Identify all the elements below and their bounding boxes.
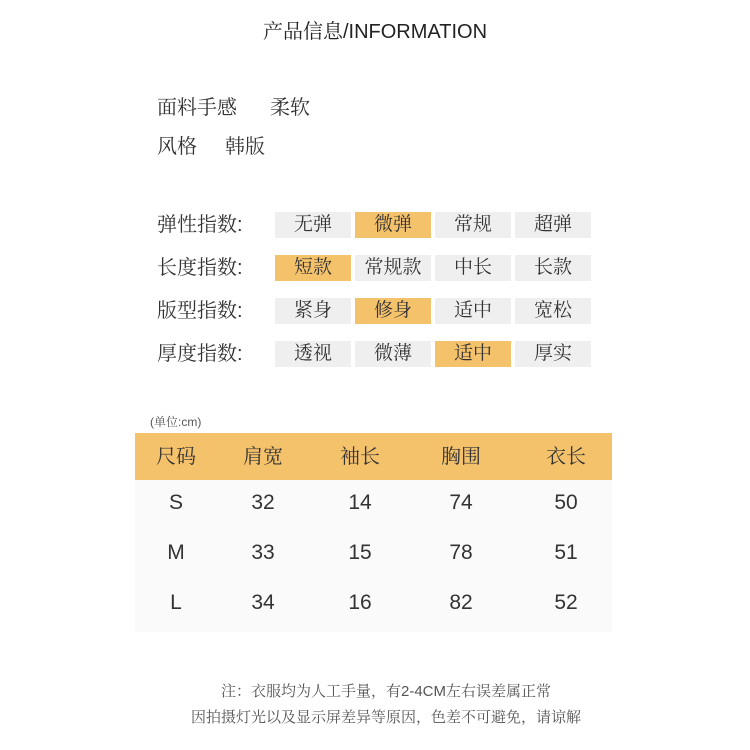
index-label-length: 长度指数:	[157, 257, 243, 279]
table-row	[135, 540, 612, 566]
note-line-measurement: 注：衣服均为人工手量，有2-4CM左右误差属正常	[220, 683, 551, 700]
option-chip: 超弹	[515, 212, 591, 238]
attr-label-style: 风格	[157, 136, 197, 158]
table-cell: 15	[348, 541, 372, 564]
option-chip: 紧身	[275, 298, 351, 324]
option-chip: 宽松	[515, 298, 591, 324]
index-label-fit: 版型指数:	[157, 300, 243, 322]
table-cell: 16	[348, 591, 372, 614]
option-chip: 微弹	[355, 212, 431, 238]
header-cell-chest: 胸围	[441, 446, 481, 468]
header-cell-size: 尺码	[156, 446, 196, 468]
header-cell-shoulder: 肩宽	[243, 446, 283, 468]
unit-label: (单位:cm)	[150, 415, 202, 429]
header-cell-sleeve: 袖长	[340, 446, 380, 468]
table-cell: 14	[348, 491, 372, 514]
option-chip: 适中	[435, 341, 511, 367]
index-row-elasticity	[0, 212, 750, 238]
option-chip: 厚实	[515, 341, 591, 367]
table-cell: L	[170, 591, 182, 614]
index-row-thickness	[0, 341, 750, 367]
option-chip: 无弹	[275, 212, 351, 238]
size-table-header	[135, 433, 612, 480]
table-cell: 51	[554, 541, 578, 564]
option-chip: 中长	[435, 255, 511, 281]
table-cell: 82	[449, 591, 473, 614]
page-title: 产品信息/INFORMATION	[262, 21, 488, 43]
option-chip: 微薄	[355, 341, 431, 367]
table-cell: 78	[449, 541, 473, 564]
index-row-fit	[0, 298, 750, 324]
index-label-thickness: 厚度指数:	[157, 343, 243, 365]
note-line-color: 因拍摄灯光以及显示屏差异等原因，色差不可避免，请谅解	[190, 709, 581, 726]
table-cell: 52	[554, 591, 578, 614]
option-chip: 长款	[515, 255, 591, 281]
table-row	[135, 590, 612, 616]
header-cell-length: 衣长	[546, 446, 586, 468]
table-cell: 74	[449, 491, 473, 514]
table-cell: 50	[554, 491, 578, 514]
attr-value-style: 韩版	[225, 136, 265, 158]
attr-label-fabric-feel: 面料手感	[157, 97, 237, 119]
option-chip: 透视	[275, 341, 351, 367]
table-cell: 34	[251, 591, 275, 614]
option-chip: 常规	[435, 212, 511, 238]
table-cell: 33	[251, 541, 275, 564]
option-chip: 适中	[435, 298, 511, 324]
index-row-length	[0, 255, 750, 281]
table-cell: M	[167, 541, 185, 564]
size-table-body	[135, 480, 612, 632]
header-row	[135, 444, 612, 470]
option-chip: 常规款	[355, 255, 431, 281]
table-cell: 32	[251, 491, 275, 514]
option-chip: 修身	[355, 298, 431, 324]
table-cell: S	[168, 491, 183, 514]
attr-value-fabric-feel: 柔软	[270, 97, 310, 119]
table-row	[135, 490, 612, 516]
option-chip: 短款	[275, 255, 351, 281]
index-label-elasticity: 弹性指数:	[157, 214, 243, 236]
